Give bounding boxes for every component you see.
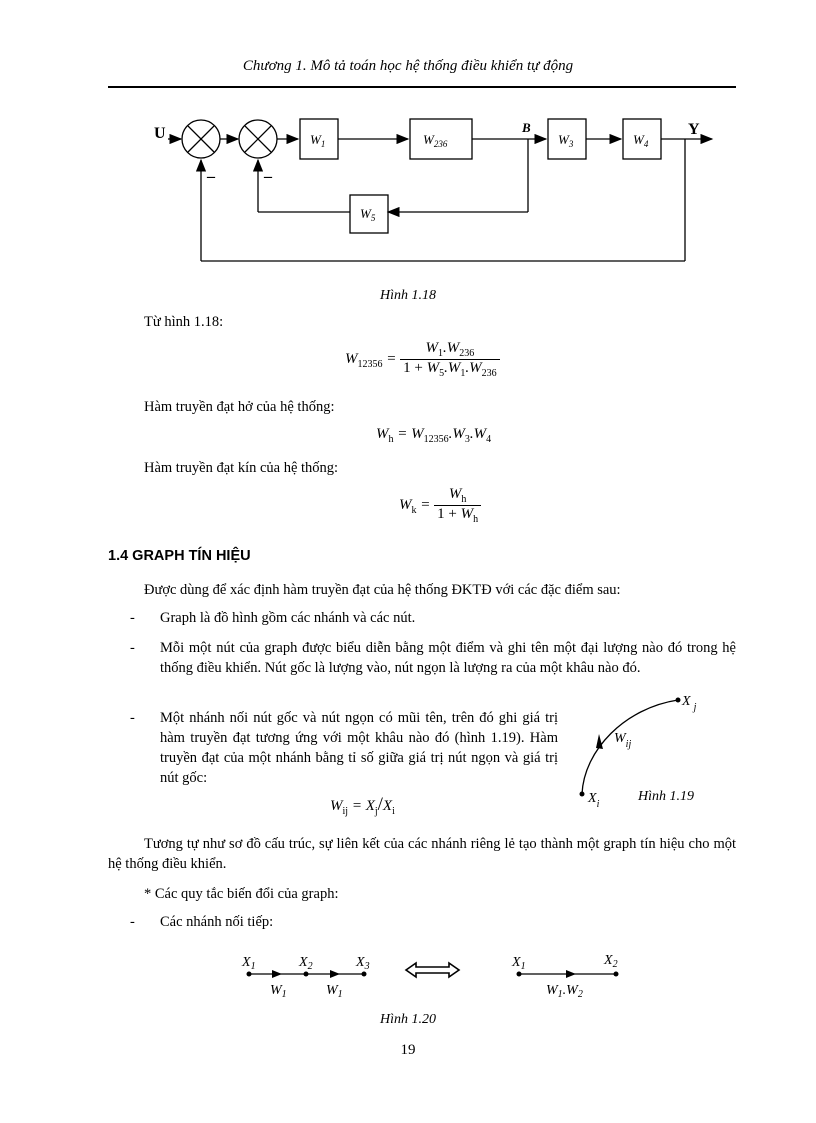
figure-1-18-caption: Hình 1.18 bbox=[380, 288, 436, 303]
paragraph-graph-link: Tương tự như sơ đồ cấu trúc, sự liên kết của các nhánh riêng lẻ tạo thành một graph tín hiệu cho một hệ thống điều khiển. bbox=[108, 836, 736, 872]
node-x3 bbox=[362, 972, 367, 977]
equation-wk: $W_k$ = $\frac{W_h}{1 + W_h}$ bbox=[399, 486, 481, 525]
block-w3-label: $W_3$ bbox=[558, 132, 574, 149]
figure-1-19-caption: Hình 1.19 bbox=[638, 789, 694, 804]
node-right-x1 bbox=[517, 972, 522, 977]
bullet-text-3: Một nhánh nối nút gốc và nút ngọn có mũi tên, trên đó ghi giá trị hàm truyền đạt tương ứng với một khâu nào đó (hình 1.19). Hàm truyền đạt của một nhánh bằng tỉ số giữa giá trị nút ngọn và giá trị nút gốc: bbox=[160, 710, 558, 786]
label-x1: $X_1$ bbox=[242, 955, 256, 972]
node-xj-label: X $_j$ bbox=[682, 694, 697, 713]
section-intro: Được dùng để xác định hàm truyền đạt của hệ thống ĐKTĐ với các đặc điểm sau: bbox=[144, 582, 621, 598]
label-w1w2: $W_1.W_2$ bbox=[546, 983, 583, 1000]
node-xj bbox=[676, 698, 681, 703]
equation-w12356: $W_{12356}$ = $\frac{W_1.W_{236}}{1 + W_5.W_1.W_{236}}$ bbox=[345, 340, 500, 379]
output-label-y: Y bbox=[688, 121, 700, 138]
series-dash: - bbox=[130, 914, 135, 930]
block-w4-label: $W_4$ bbox=[633, 132, 649, 149]
node-right-x2 bbox=[614, 972, 619, 977]
bullet-dash-3: - bbox=[130, 710, 135, 726]
closed-loop-label: Hàm truyền đạt kín của hệ thống: bbox=[144, 460, 339, 476]
figure-1-18-block-diagram bbox=[140, 108, 730, 270]
bullet-text-1: Graph là đồ hình gồm các nhánh và các nút. bbox=[160, 610, 416, 626]
input-label-u: U bbox=[154, 125, 166, 142]
open-loop-label: Hàm truyền đạt hở của hệ thống: bbox=[144, 399, 335, 415]
figure-1-20-caption: Hình 1.20 bbox=[380, 1012, 436, 1027]
label-right-x1: $X_1$ bbox=[512, 955, 526, 972]
series-label: Các nhánh nối tiếp: bbox=[160, 914, 274, 930]
branch-wij-label: $W_{ij}$ bbox=[614, 731, 632, 750]
node-xi bbox=[580, 792, 585, 797]
block-w236-label: $W_{236}$ bbox=[423, 132, 448, 149]
figure-1-20-series bbox=[236, 950, 636, 1006]
running-header: Chương 1. Mô tả toán học hệ thống điều khiển tự động bbox=[242, 58, 574, 74]
label-x2: $X_2$ bbox=[299, 955, 313, 972]
equation-wh: $W_h = W_{12356}.W_3.W_4$ bbox=[376, 426, 492, 445]
equivalence-double-arrow bbox=[406, 963, 459, 977]
node-xi-label: $X_i$ bbox=[588, 791, 600, 810]
bullet-text-2: Mỗi một nút của graph được biểu diễn bằng một điểm và ghi tên một đại lượng nào đó trong hệ thống điều khiển. Nút gốc là lượng vào, nút ngọn là lượng ra của một khâu nào đó. bbox=[160, 640, 736, 676]
minus-sign-1: _ bbox=[207, 163, 215, 180]
label-x3: $X_3$ bbox=[356, 955, 370, 972]
minus-sign-2: _ bbox=[264, 163, 272, 180]
block-w1-label: $W_1$ bbox=[310, 132, 326, 149]
header-rule bbox=[108, 86, 736, 88]
node-label-b: B bbox=[522, 120, 531, 135]
rules-title: * Các quy tắc biến đổi của graph: bbox=[144, 886, 339, 902]
label-w-b: $W_1$ bbox=[326, 983, 343, 1000]
block-w5-label: $W_5$ bbox=[360, 206, 376, 223]
bullet-dash-2: - bbox=[130, 640, 135, 656]
label-w-a: $W_1$ bbox=[270, 983, 287, 1000]
equation-wij: $W_{ij} = X_j/X_i$ bbox=[330, 794, 395, 817]
figure-1-19-branch bbox=[570, 690, 730, 810]
bullet-dash-1: - bbox=[130, 610, 135, 626]
section-heading: 1.4 GRAPH TÍN HIỆU bbox=[108, 548, 251, 564]
page-number: 19 bbox=[400, 1042, 416, 1058]
node-x2 bbox=[304, 972, 309, 977]
from-figure-text: Từ hình 1.18: bbox=[144, 314, 224, 330]
node-x1 bbox=[247, 972, 252, 977]
label-right-x2: $X_2$ bbox=[604, 953, 618, 970]
